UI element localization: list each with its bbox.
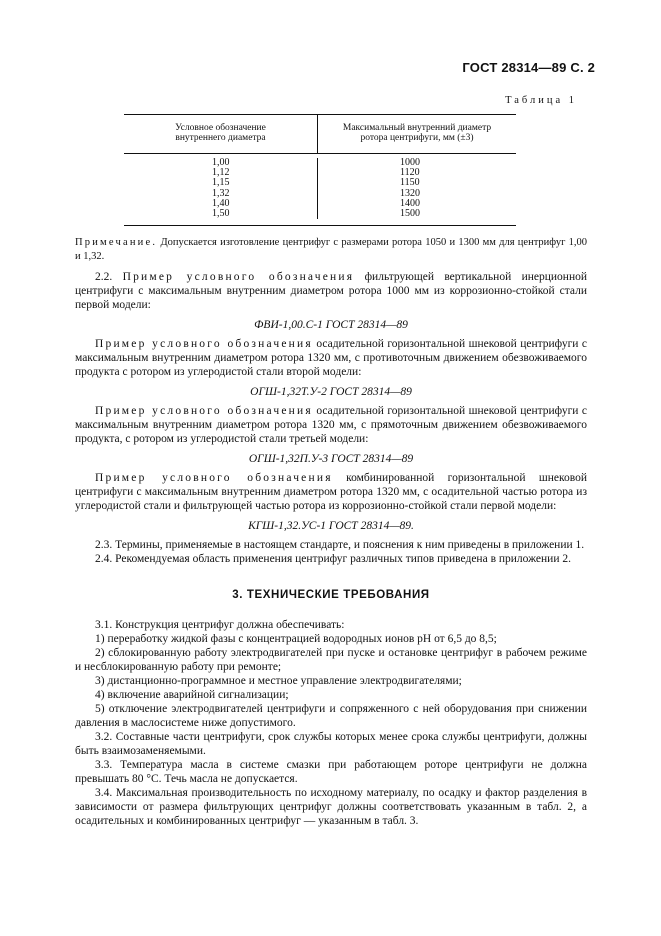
designation-code: КГШ-1,32.УС-1 ГОСТ 28314—89. bbox=[248, 520, 414, 532]
table-cell: 1,12 bbox=[212, 167, 230, 179]
section-title: 3. ТЕХНИЧЕСКИЕ ТРЕБОВАНИЯ bbox=[232, 589, 430, 601]
table-cell: 1,50 bbox=[212, 207, 230, 219]
example-paragraph bbox=[75, 471, 587, 513]
data-table bbox=[124, 114, 516, 226]
header-line: ротора центрифуги, мм (±3) bbox=[360, 133, 474, 143]
table-cell: 1,40 bbox=[212, 197, 230, 209]
table-note bbox=[75, 236, 587, 264]
example-text: осадительной горизонтальной шнековой центрифуги с максимальным внутренним диаметром ротора 1320 мм, с прямоточным движением обезвоживаемого продукта, с ротором из углеродистой стали третьей модели: bbox=[75, 405, 588, 445]
designation-code: ОГШ-1,32Т.У-2 ГОСТ 28314—89 bbox=[250, 386, 412, 398]
list-item: 3) дистанционно-программное и местное управление электродвигателями; bbox=[95, 675, 462, 687]
note-text: Допускается изготовление центрифуг с размерами ротора 1050 и 1300 мм для центрифуг 1,00 и 1,32. bbox=[75, 237, 588, 262]
note-label: Примечание. bbox=[75, 237, 158, 248]
table-header-row bbox=[124, 115, 516, 154]
table-col1 bbox=[124, 158, 318, 219]
table-cell: 1000 bbox=[400, 157, 420, 168]
document-body bbox=[75, 270, 587, 828]
example-lead: Пример условного обозначения bbox=[95, 338, 313, 350]
table-cell: 1,32 bbox=[212, 187, 230, 199]
clause-2-3: 2.3. Термины, применяемые в настоящем стандарте, и пояснения к ним приведены в приложении 1. bbox=[95, 539, 585, 551]
header-line: Условное обозначение bbox=[175, 123, 266, 133]
clause-3-3: 3.3. Температура масла в системе смазки при работающем роторе центрифуги не должна превышать 80 °С. Течь масла не допускается. bbox=[75, 759, 587, 785]
example-paragraph bbox=[75, 404, 587, 446]
table-col2 bbox=[318, 158, 516, 219]
table-label: Таблица 1 bbox=[505, 95, 577, 106]
example-lead: Пример условного обозначения bbox=[122, 271, 355, 283]
clause-2-4: 2.4. Рекомендуемая область применения центрифуг различных типов приведена в приложении 2. bbox=[95, 553, 571, 565]
designation-code: ФВИ-1,00.С-1 ГОСТ 28314—89 bbox=[254, 319, 408, 331]
example-text: осадительной горизонтальной шнековой центрифуги с максимальным внутренним диаметром ротора 1320 мм, с противоточным движением обезвоживаемого продукта с ротором из углеродистой стали второй модели: bbox=[75, 338, 588, 378]
table-cell: 1,00 bbox=[212, 157, 230, 168]
table-cell: 1500 bbox=[400, 207, 420, 219]
clause-3-2: 3.2. Составные части центрифуги, срок службы которых менее срока службы центрифуги, должны быть взаимозаменяемыми. bbox=[75, 731, 587, 757]
table-body bbox=[124, 154, 516, 225]
table-cell: 1320 bbox=[400, 187, 420, 199]
example-lead: Пример условного обозначения bbox=[95, 405, 313, 417]
example-paragraph bbox=[75, 337, 587, 379]
table-cell: 1150 bbox=[400, 177, 420, 189]
list-item: 4) включение аварийной сигнализации; bbox=[95, 689, 289, 701]
example-lead: Пример условного обозначения bbox=[95, 472, 333, 484]
clause-number: 2.2. bbox=[95, 271, 113, 283]
list-item: 2) сблокированную работу электродвигателей при пуске и остановке центрифуг в рабочем режиме и несблокированную работу при ремонте; bbox=[75, 647, 587, 673]
table-cell: 1400 bbox=[400, 197, 420, 209]
page-header: ГОСТ 28314—89 С. 2 bbox=[462, 60, 595, 75]
example-text: фильтрующей вертикальной инерционной центрифуги с максимальным внутренним диаметром ротора 1000 мм из коррозионно-стойкой стали первой модели: bbox=[75, 271, 588, 311]
list-item: 5) отключение электродвигателей центрифуги и сопряженного с ней оборудования при снижении давления в маслосистеме ниже допустимого. bbox=[75, 703, 587, 729]
clause-3-4: 3.4. Максимальная производительность по исходному материалу, по осадку и фактор разделения в зависимости от размера фильтрующих центрифуг должны соответствовать указанным в табл. 2, а осадительных и комбинированных центрифуг — указанным в табл. 3. bbox=[75, 787, 587, 827]
clause-3-1: 3.1. Конструкция центрифуг должна обеспечивать: bbox=[95, 619, 345, 631]
header-line: внутреннего диаметра bbox=[175, 133, 266, 143]
list-item: 1) переработку жидкой фазы с концентрацией водородных ионов pH от 6,5 до 8,5; bbox=[95, 633, 497, 645]
designation-code: ОГШ-1,32П.У-3 ГОСТ 28314—89 bbox=[248, 453, 414, 465]
example-text: комбинированной горизонтальной шнековой центрифуги с максимальным внутренним диаметром ротора 1320 мм, с осадительной частью ротора из углеродистой стали и фильтрующей частью ротора из коррозионно-стойкой стали первой модели: bbox=[75, 472, 587, 512]
clause-2-2 bbox=[75, 270, 587, 312]
header-line: Максимальный внутренний диаметр bbox=[342, 123, 492, 133]
table-header-col1 bbox=[124, 115, 318, 153]
table-cell: 1,15 bbox=[212, 177, 230, 189]
table-header-col2 bbox=[318, 115, 516, 153]
table-cell: 1120 bbox=[400, 167, 420, 179]
